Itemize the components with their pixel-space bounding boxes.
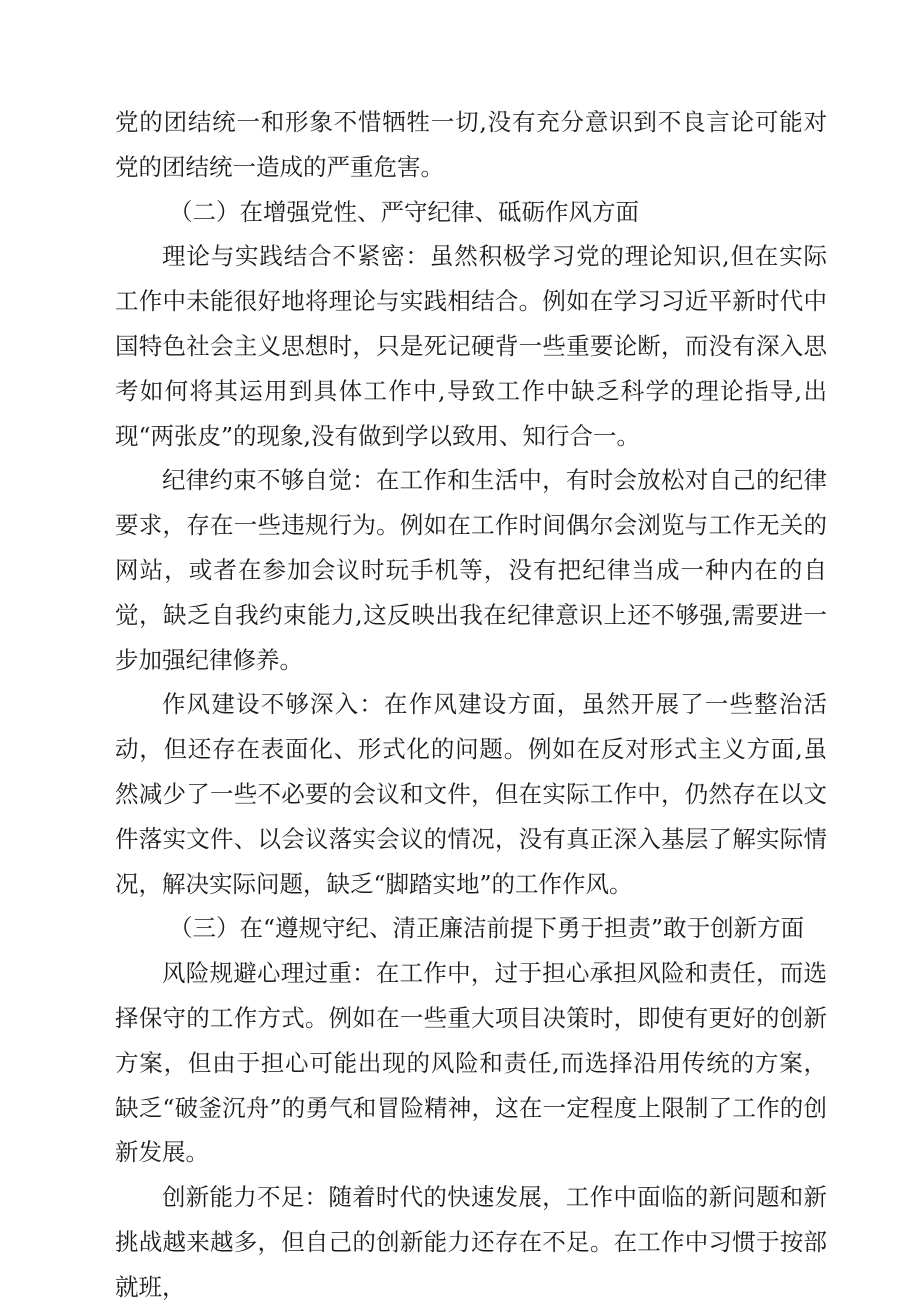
- section-2-paragraph-work-style: 作风建设不够深入：在作风建设方面，虽然开展了一些整治活动，但还存在表面化、形式化的问题。例如在反对形式主义方面,虽然减少了一些不必要的会议和文件，但在实际工作中，仍然存在以文件落实文件、以会议落实会议的情况，没有真正深入基层了解实际情况，解决实际问题，缺乏“脚踏实地”的工作作风。: [115, 690, 827, 898]
- section-2-paragraph-discipline: 纪律约束不够自觉：在工作和生活中，有时会放松对自己的纪律要求，存在一些违规行为。例如在工作时间偶尔会浏览与工作无关的网站，或者在参加会议时玩手机等，没有把纪律当成一种内在的自觉，缺乏自我约束能力,这反映出我在纪律意识上还不够强,需要进一步加强纪律修养。: [115, 466, 827, 674]
- section-3-paragraph-risk-aversion: 风险规避心理过重：在工作中，过于担心承担风险和责任，而选择保守的工作方式。例如在一些重大项目决策时，即使有更好的创新方案，但由于担心可能出现的风险和责任,而选择沿用传统的方案，缺乏“破釜沉舟”的勇气和冒险精神，这在一定程度上限制了工作的创新发展。: [115, 959, 827, 1167]
- section-2-heading: （二）在增强党性、严守纪律、砥砺作风方面: [169, 197, 640, 226]
- document-page: [115, 100, 827, 1310]
- section-3-paragraph-innovation: 创新能力不足：随着时代的快速发展，工作中面临的新问题和新挑战越来越多，但自己的创新能力还存在不足。在工作中习惯于按部就班，: [115, 1183, 827, 1301]
- continuation-paragraph: 党的团结统一和形象不惜牺牲一切,没有充分意识到不良言论可能对党的团结统一造成的严重危害。: [115, 108, 827, 181]
- section-2-paragraph-theory-practice: 理论与实践结合不紧密：虽然积极学习党的理论知识,但在实际工作中未能很好地将理论与实践相结合。例如在学习习近平新时代中国特色社会主义思想时，只是死记硬背一些重要论断，而没有深入思考如何将其运用到具体工作中,导致工作中缺乏科学的理论指导,出现“两张皮”的现象,没有做到学以致用、知行合一。: [115, 242, 827, 450]
- section-3-heading: （三）在“遵规守纪、清正廉洁前提下勇于担责”敢于创新方面: [169, 914, 805, 943]
